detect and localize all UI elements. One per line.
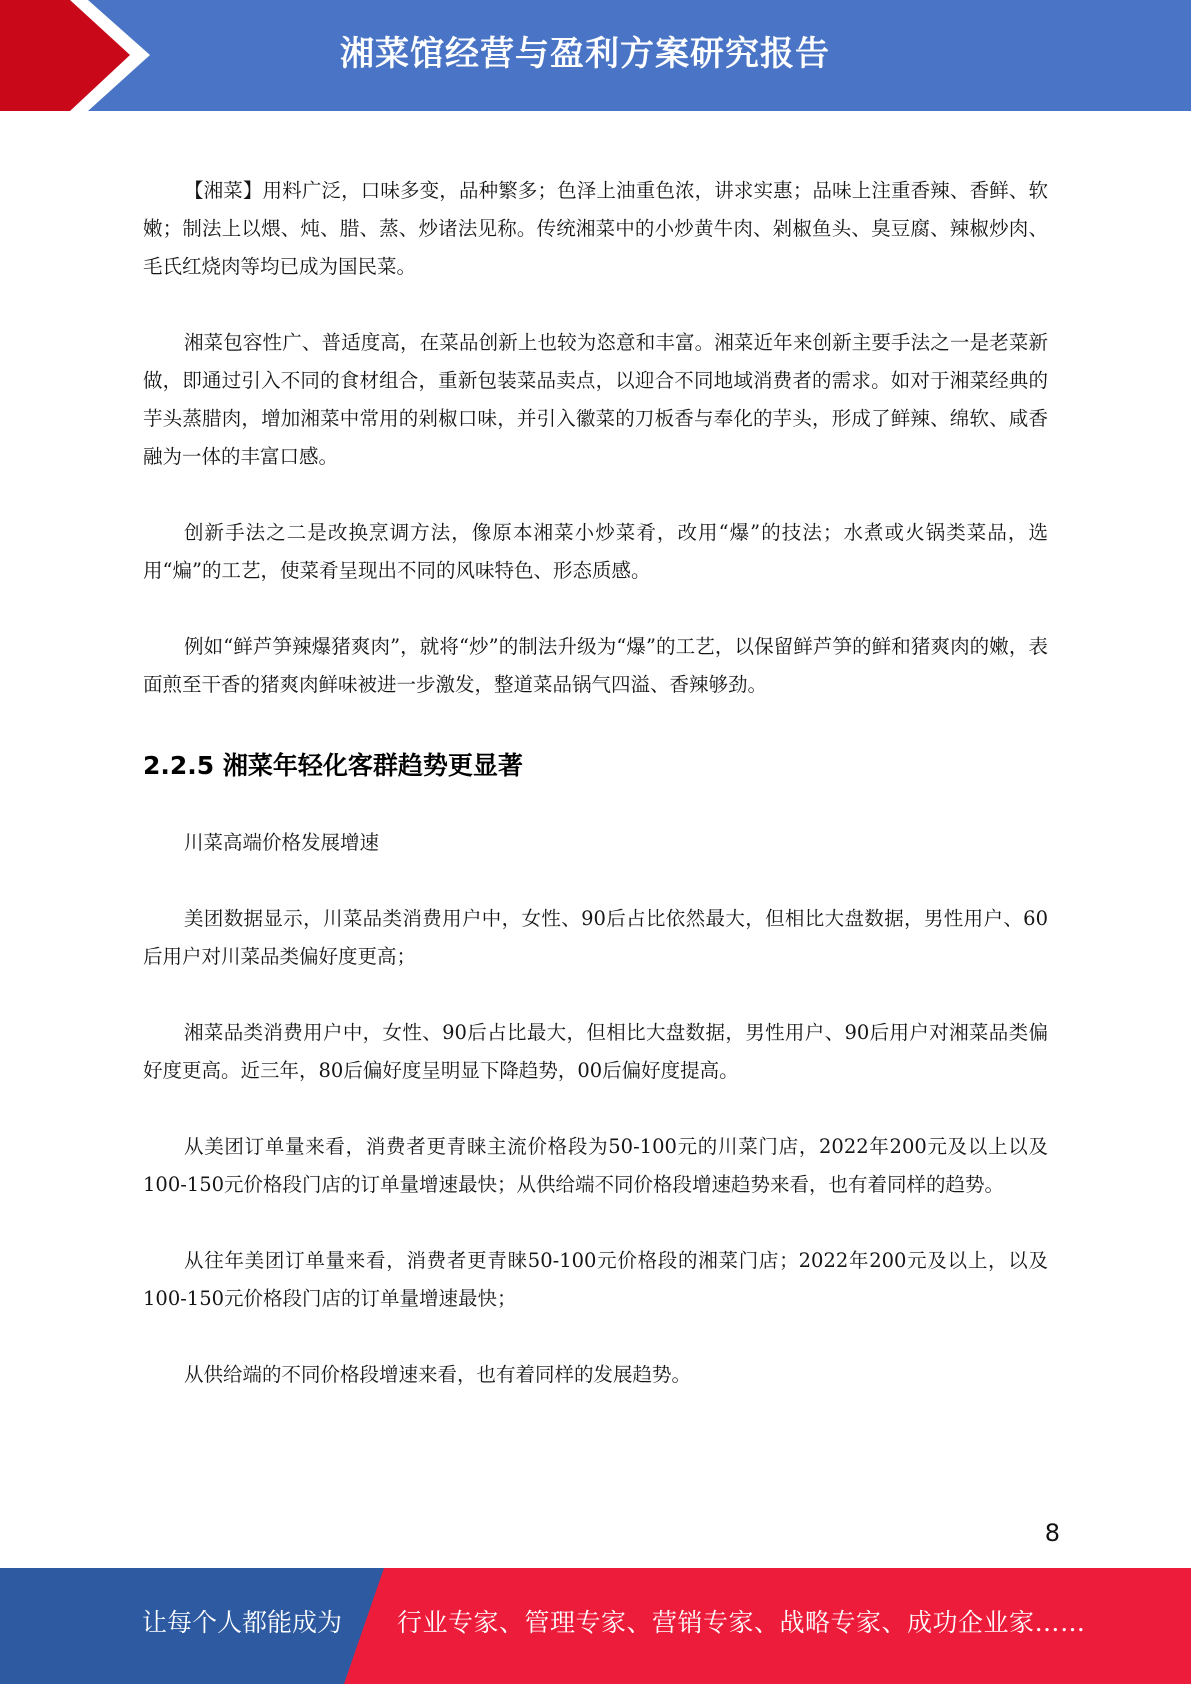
main-content [143, 172, 1048, 1394]
paragraph: 【湘菜】用料广泛，口味多变，品种繁多；色泽上油重色浓，讲求实惠；品味上注重香辣、香鲜、软嫩；制法上以煨、炖、腊、蒸、炒诸法见称。传统湘菜中的小炒黄牛肉、剁椒鱼头、臭豆腐、辣椒炒肉、毛氏红烧肉等均已成为国民菜。 [143, 179, 1048, 278]
paragraph: 从往年美团订单量来看，消费者更青睐50-100元价格段的湘菜门店；2022年200元及以上，以及100-150元价格段门店的订单量增速最快； [143, 1249, 1048, 1310]
paragraph: 从供给端的不同价格段增速来看，也有着同样的发展趋势。 [184, 1363, 692, 1386]
paragraph: 川菜高端价格发展增速 [184, 831, 380, 854]
page-header [0, 0, 1191, 111]
paragraph: 美团数据显示，川菜品类消费用户中，女性、90后占比依然最大，但相比大盘数据，男性用户、60后用户对川菜品类偏好度更高； [143, 907, 1048, 968]
paragraph: 创新手法之二是改换烹调方法，像原本湘菜小炒菜肴，改用“爆”的技法；水煮或火锅类菜品，选用“煸”的工艺，使菜肴呈现出不同的风味特色、形态质感。 [143, 521, 1048, 582]
paragraph: 从美团订单量来看，消费者更青睐主流价格段为50-100元的川菜门店，2022年200元及以上以及100-150元价格段门店的订单量增速最快；从供给端不同价格段增速趋势来看，也有着同样的趋势。 [143, 1135, 1048, 1196]
document-title: 湘菜馆经营与盈利方案研究报告 [340, 34, 830, 74]
paragraph: 湘菜包容性广、普适度高，在菜品创新上也较为恣意和丰富。湘菜近年来创新主要手法之一是老菜新做，即通过引入不同的食材组合，重新包装菜品卖点，以迎合不同地域消费者的需求。如对于湘菜经典的芋头蒸腊肉，增加湘菜中常用的剁椒口味，并引入徽菜的刀板香与奉化的芋头，形成了鲜辣、绵软、咸香融为一体的丰富口感。 [143, 331, 1048, 468]
page-number: 8 [1044, 1519, 1060, 1547]
footer-slogan-left: 让每个人都能成为 [142, 1608, 343, 1637]
paragraph: 湘菜品类消费用户中，女性、90后占比最大，但相比大盘数据，男性用户、90后用户对湘菜品类偏好度更高。近三年，80后偏好度呈明显下降趋势，00后偏好度提高。 [143, 1021, 1048, 1082]
section-heading: 2.2.5 湘菜年轻化客群趋势更显著 [143, 751, 523, 780]
paragraph: 例如“鲜芦笋辣爆猪爽肉”，就将“炒”的制法升级为“爆”的工艺，以保留鲜芦笋的鲜和猪爽肉的嫩，表面煎至干香的猪爽肉鲜味被进一步激发，整道菜品锅气四溢、香辣够劲。 [143, 635, 1048, 696]
page-footer [0, 1568, 1191, 1684]
footer-slogan-right: 行业专家、管理专家、营销专家、战略专家、成功企业家…… [397, 1608, 1086, 1637]
